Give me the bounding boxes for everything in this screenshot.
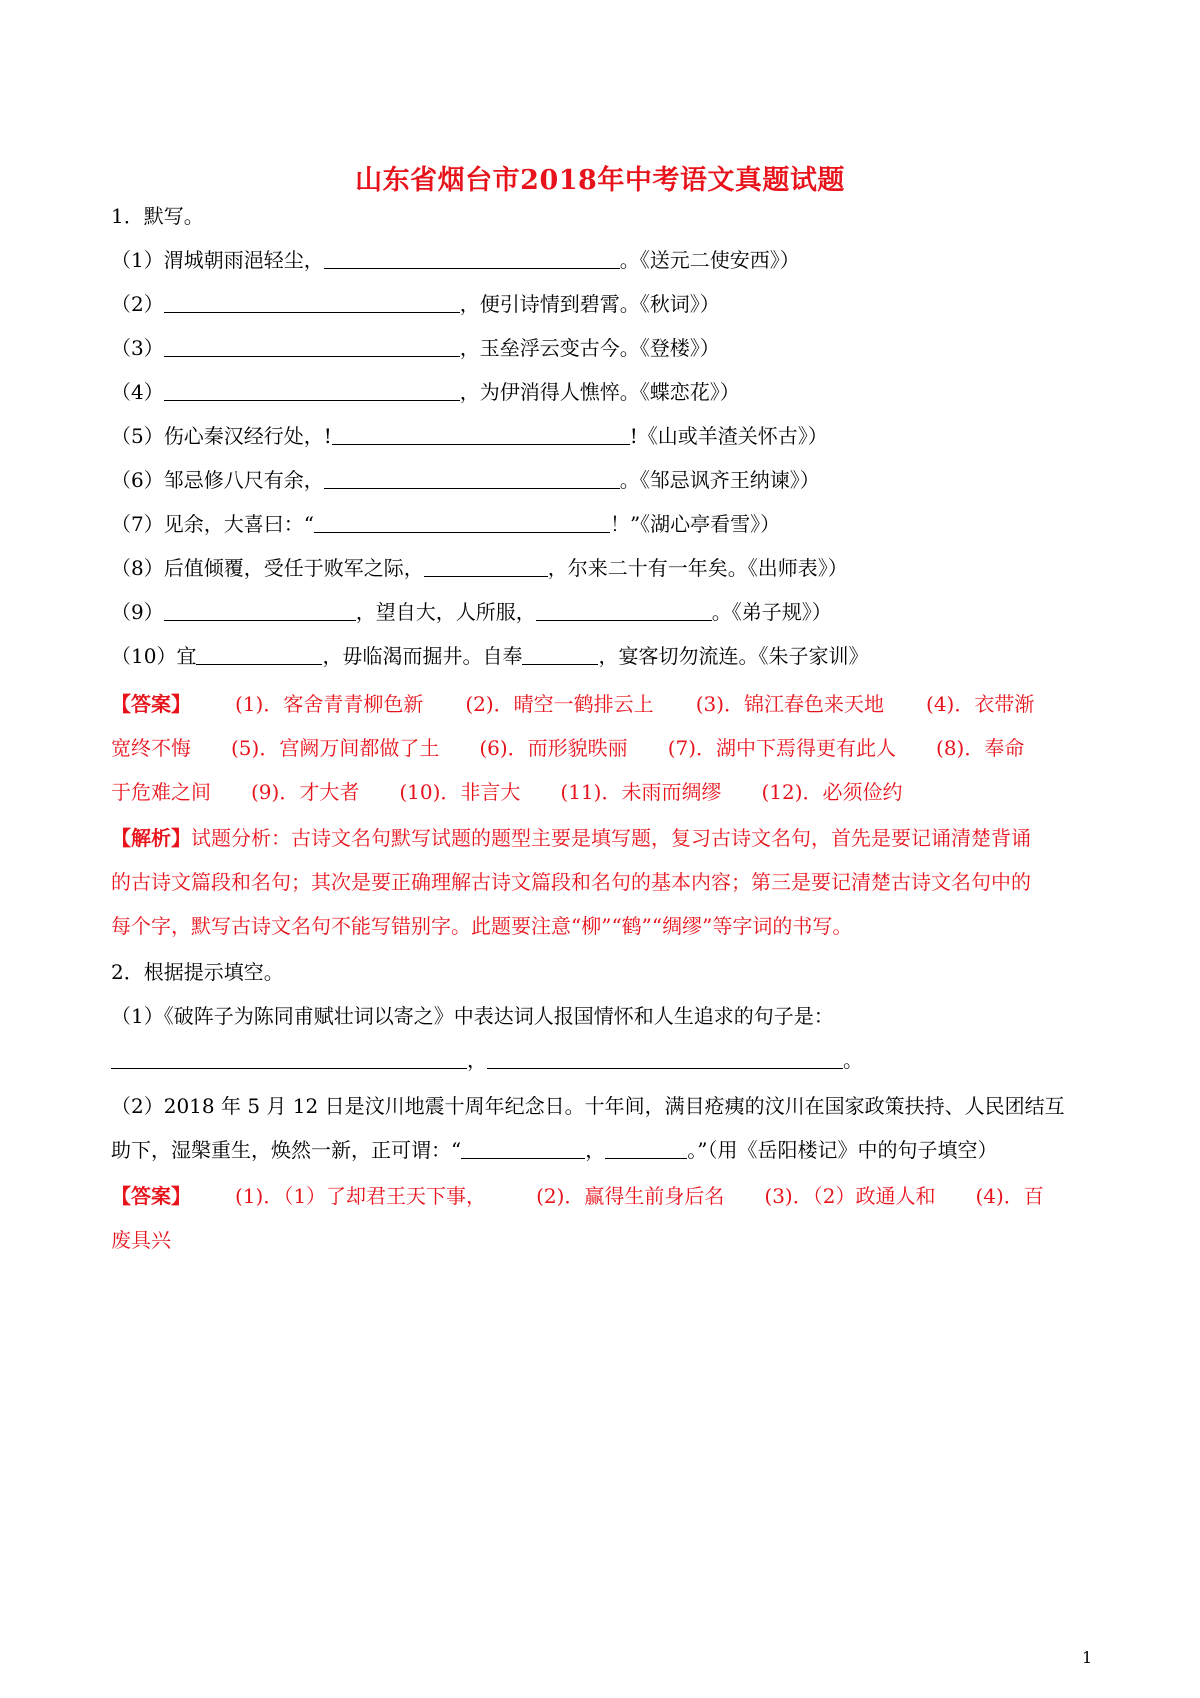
answer-item: (1)．客舍青青柳色新 xyxy=(235,692,424,716)
answer-item: (2)．赢得生前身后名 xyxy=(536,1184,725,1208)
q1-item-2-pre: （2） xyxy=(111,292,164,316)
page-number: 1 xyxy=(1082,1648,1093,1667)
answer-blank xyxy=(111,1048,467,1069)
answer-blank xyxy=(461,1138,585,1159)
q2-item-2-line-2 xyxy=(111,1138,1111,1162)
answer-blank xyxy=(522,644,598,665)
answer-blank xyxy=(605,1138,687,1159)
analysis-label: 【解析】 xyxy=(111,826,191,850)
answer-item: (9)．才大者 xyxy=(251,780,360,804)
q1-item-1-pre: （1）渭城朝雨浥轻尘， xyxy=(111,248,324,272)
answer-item: 于危难之间 xyxy=(111,780,211,804)
answer-blank xyxy=(164,600,356,621)
q1-item-5-post: !《山或羊渣关怀古》） xyxy=(629,424,828,448)
q1-analysis-line-1 xyxy=(111,826,1111,850)
answer-item: (12)．必须俭约 xyxy=(761,780,903,804)
answer-item: (3)．锦江春色来天地 xyxy=(695,692,885,716)
q1-item-6-post: 。《邹忌讽齐王纳谏》） xyxy=(619,468,820,492)
q1-item-7-post: ！”《湖心亭看雪》） xyxy=(609,512,781,536)
q2-item-2-separator: ， xyxy=(585,1138,606,1162)
q2-item-2-post: 。”（用《岳阳楼记》中的句子填空） xyxy=(687,1138,998,1162)
q1-analysis-line-3: 每个字，默写古诗文名句不能写错别字。此题要注意“柳”“鹤”“绸缪”等字词的书写。 xyxy=(111,914,853,938)
answer-item: (8)．奉命 xyxy=(936,736,1025,760)
q2-item-2-line-1: （2）2018 年 5 月 12 日是汶川地震十周年纪念日。十年间，满目疮痍的汶川在国家政策扶持、人民团结互 xyxy=(111,1094,1065,1118)
q2-item-1-end: 。 xyxy=(843,1048,863,1072)
answer-blank xyxy=(536,600,712,621)
q2-item-1-separator: ， xyxy=(467,1048,487,1072)
analysis-text: 试题分析：古诗文名句默写试题的题型主要是填写题，复习古诗文名句，首先是要记诵清楚背诵 xyxy=(191,826,1031,850)
q1-item-9-post: 。《弟子规》） xyxy=(711,600,832,624)
q1-item-6-pre: （6）邹忌修八尺有余， xyxy=(111,468,324,492)
q1-item-3-pre: （3） xyxy=(111,336,164,360)
answer-item: (4)．百 xyxy=(975,1184,1044,1208)
q1-item-9-pre: （9） xyxy=(111,600,164,624)
answer-blank xyxy=(196,644,322,665)
q1-item-7-pre: （7）见余，大喜曰：“ xyxy=(111,512,314,536)
question-2-heading: 2．根据提示填空。 xyxy=(111,960,284,984)
q1-item-10 xyxy=(111,644,1111,668)
answer-blank xyxy=(324,468,620,489)
answer-blank xyxy=(332,424,630,445)
answer-blank xyxy=(314,512,610,533)
q1-item-9 xyxy=(111,600,1111,624)
q2-item-1: （1）《破阵子为陈同甫赋壮词以寄之》中表达词人报国情怀和人生追求的句子是： xyxy=(111,1004,834,1028)
q1-item-8-post: ，尔来二十有一年矣。《出师表》） xyxy=(547,556,848,580)
q1-item-9-mid: ，望自大，人所服， xyxy=(355,600,536,624)
q1-answer-line-3 xyxy=(111,780,1111,804)
q1-answer-line-1 xyxy=(111,692,1111,716)
q1-analysis-line-2: 的古诗文篇段和名句；其次是要正确理解古诗文篇段和名句的基本内容；第三是要记清楚古诗文名句中的 xyxy=(111,870,1031,894)
answer-label: 【答案】 xyxy=(111,1184,191,1208)
q1-answer-line-2 xyxy=(111,736,1111,760)
answer-item: (4)．衣带渐 xyxy=(926,692,1035,716)
q1-item-4-post: ，为伊消得人憔悴。《蝶恋花》） xyxy=(459,380,740,404)
q1-item-5 xyxy=(111,424,1111,448)
answer-item: (10)．非言大 xyxy=(399,780,521,804)
page-title: 山东省烟台市2018年中考语文真题试题 xyxy=(355,165,845,196)
answer-blank xyxy=(487,1048,843,1069)
q1-item-3-post: ，玉垒浮云变古今。《登楼》） xyxy=(459,336,720,360)
answer-item: (1)．（1）了却君王天下事， xyxy=(235,1184,487,1208)
q1-item-1-post: 。《送元二使安西》） xyxy=(619,248,800,272)
q2-answer-line-1 xyxy=(111,1184,1111,1208)
q2-answer-line-2: 废具兴 xyxy=(111,1228,171,1252)
answer-item: 宽终不悔 xyxy=(111,736,191,760)
q1-item-6 xyxy=(111,468,1111,492)
q1-item-7 xyxy=(111,512,1111,536)
answer-item: (6)．而形貌昳丽 xyxy=(479,736,628,760)
answer-blank xyxy=(164,292,460,313)
q1-item-2 xyxy=(111,292,1111,316)
answer-blank xyxy=(164,380,460,401)
q1-item-4 xyxy=(111,380,1111,404)
answer-item: (5)．宫阙万间都做了土 xyxy=(231,736,440,760)
answer-blank xyxy=(164,336,460,357)
q1-item-5-pre: （5）伤心秦汉经行处，! xyxy=(111,424,332,448)
answer-item: (7)．湖中下焉得更有此人 xyxy=(667,736,897,760)
q2-item-2-pre: 助下，湿槃重生，焕然一新，正可谓：“ xyxy=(111,1138,462,1162)
q1-item-10-pre: （10）宜 xyxy=(111,644,197,668)
answer-item: (3)．（2）政通人和 xyxy=(764,1184,936,1208)
q1-item-1 xyxy=(111,248,1111,272)
q1-item-10-mid: ，毋临渴而掘井。自奉 xyxy=(322,644,523,668)
q1-item-8-pre: （8）后值倾覆，受任于败军之际， xyxy=(111,556,424,580)
answer-item: (11)．未雨而绸缪 xyxy=(560,780,722,804)
q2-item-1-blanks xyxy=(111,1048,1111,1072)
q1-item-3 xyxy=(111,336,1111,360)
answer-label: 【答案】 xyxy=(111,692,191,716)
q1-item-2-post: ，便引诗情到碧霄。《秋词》） xyxy=(459,292,720,316)
question-1-heading: 1．默写。 xyxy=(111,204,204,228)
answer-blank xyxy=(324,248,620,269)
q1-item-4-pre: （4） xyxy=(111,380,164,404)
q1-item-10-post: ，宴客切勿流连。《朱子家训》 xyxy=(598,644,869,668)
answer-item: (2)．晴空一鹤排云上 xyxy=(465,692,654,716)
answer-blank xyxy=(424,556,548,577)
q1-item-8 xyxy=(111,556,1111,580)
